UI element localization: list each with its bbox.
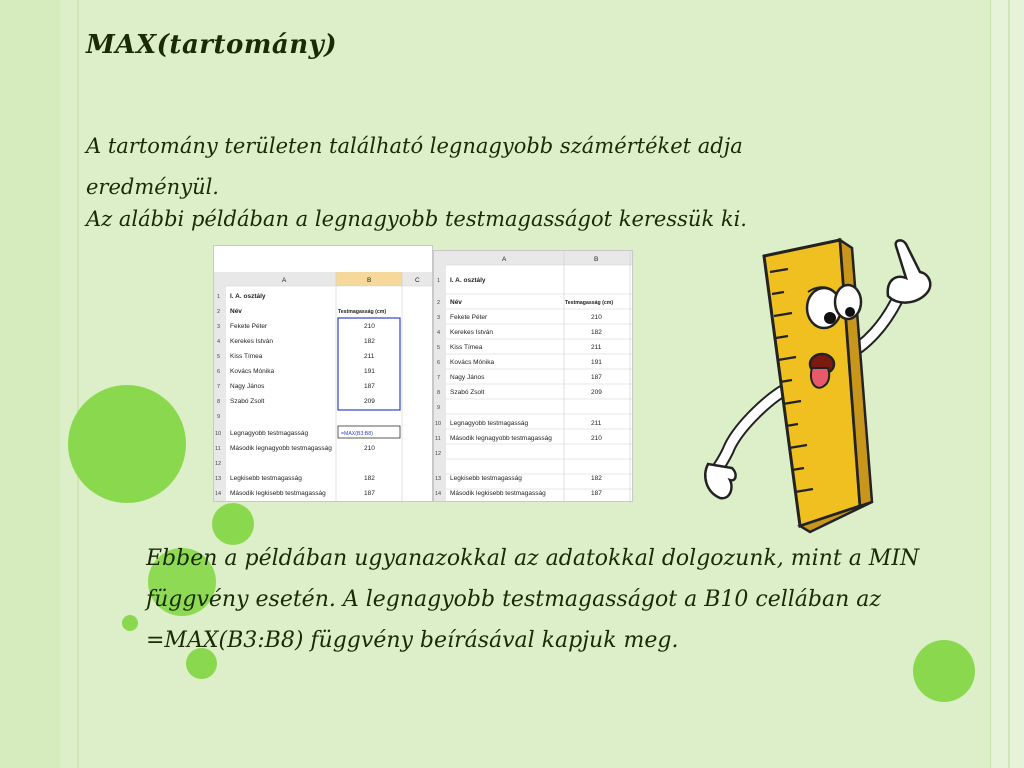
row14-label: Második legkisebb testmagasság — [230, 490, 326, 497]
header-height: Testmagasság (cm) — [338, 309, 387, 315]
row11-label: Második legnagyobb testmagasság — [230, 445, 332, 452]
right-height-cell: 187 — [591, 374, 602, 381]
right-header-height: Testmagasság (cm) — [565, 300, 614, 306]
left-row-num: 10 — [215, 431, 222, 437]
left-row-num: 1 — [217, 294, 221, 300]
right-height-cell: 210 — [591, 314, 602, 321]
right-row11-value: 210 — [591, 435, 602, 442]
right-row-num: 9 — [437, 405, 441, 411]
name-cell: Szabó Zsolt — [230, 398, 265, 405]
right-row-num: 10 — [435, 421, 442, 427]
left-col-header-a: A — [282, 277, 287, 284]
right-row10-value: 211 — [591, 420, 602, 427]
right-row11-label: Második legnagyobb testmagasság — [450, 435, 552, 442]
explanation-text: Ebben a példában ugyanazokkal az adatokkal dolgozunk, mint a MIN függvény esetén. A legnagyobb testmagasságot a B10 cellában az =MAX(B3:B8) függvény beírásával kapjuk meg. — [146, 546, 920, 653]
right-row-num: 3 — [437, 315, 441, 321]
right-name-cell: Nagy János — [450, 374, 485, 381]
name-cell: Kerekes István — [230, 338, 273, 345]
name-cell: Fekete Péter — [230, 323, 268, 330]
slide-title: MAX(tartomány) — [86, 30, 338, 60]
right-row-num: 4 — [437, 330, 441, 336]
right-row13-label: Legkisebb testmagasság — [450, 475, 522, 482]
height-cell: 182 — [364, 338, 375, 345]
row13-value: 182 — [364, 475, 375, 482]
description-line-2: Az alábbi példában a legnagyobb testmagasságot keressük ki. — [86, 207, 747, 231]
left-row-num: 14 — [215, 491, 222, 497]
right-header-name: Név — [450, 299, 462, 306]
right-row14-value: 187 — [591, 490, 602, 497]
right-row-num: 8 — [437, 390, 441, 396]
right-row-num: 12 — [435, 451, 442, 457]
left-row-num: 5 — [217, 354, 221, 360]
left-row-num: 4 — [217, 339, 221, 345]
spreadsheet-screenshot-left — [213, 245, 433, 502]
right-row-num: 2 — [437, 300, 441, 306]
left-row-num: 2 — [217, 309, 221, 315]
left-row-num: 7 — [217, 384, 221, 390]
spreadsheet-screenshot-right — [433, 250, 633, 502]
left-col-header-c: C — [415, 277, 420, 284]
right-row-num: 6 — [437, 360, 441, 366]
right-row-num: 5 — [437, 345, 441, 351]
row13-label: Legkisebb testmagasság — [230, 475, 302, 482]
row14-value: 187 — [364, 490, 375, 497]
height-cell: 211 — [364, 353, 375, 360]
name-cell: Nagy János — [230, 383, 265, 390]
right-row-num: 14 — [435, 491, 442, 497]
left-row-num: 6 — [217, 369, 221, 375]
right-name-cell: Kovács Mónika — [450, 359, 495, 366]
height-cell: 209 — [364, 398, 375, 405]
right-height-cell: 182 — [591, 329, 602, 336]
right-row10-label: Legnagyobb testmagasság — [450, 420, 529, 427]
name-cell: Kovács Mónika — [230, 368, 275, 375]
right-row-num: 1 — [437, 278, 441, 284]
right-height-cell: 211 — [591, 344, 602, 351]
left-col-header-b: B — [367, 277, 372, 284]
name-cell: Kiss Tímea — [230, 353, 263, 360]
left-row-num: 8 — [217, 399, 221, 405]
right-col-header-b: B — [594, 256, 599, 263]
header-name: Név — [230, 308, 242, 315]
right-row13-value: 182 — [591, 475, 602, 482]
left-row-num: 11 — [215, 446, 221, 452]
right-row-num: 7 — [437, 375, 441, 381]
left-row-num: 12 — [215, 461, 222, 467]
ruler-cartoon-icon — [700, 236, 940, 536]
right-height-cell: 209 — [591, 389, 602, 396]
decorative-circle-large — [68, 385, 186, 503]
right-class-label: I. A. osztály — [450, 277, 486, 284]
left-row-num: 9 — [217, 414, 221, 420]
left-row-num: 3 — [217, 324, 221, 330]
height-cell: 187 — [364, 383, 375, 390]
left-row-num: 13 — [215, 476, 222, 482]
description-line-1: A tartomány területen található legnagyobb számértéket adja eredményül. — [86, 134, 743, 199]
class-label: I. A. osztály — [230, 293, 266, 300]
right-col-header-a: A — [502, 256, 507, 263]
right-row14-label: Második legkisebb testmagasság — [450, 490, 546, 497]
right-name-cell: Kiss Tímea — [450, 344, 483, 351]
right-row-num: 13 — [435, 476, 442, 482]
right-name-cell: Fekete Péter — [450, 314, 488, 321]
right-name-cell: Szabó Zsolt — [450, 389, 485, 396]
row10-label: Legnagyobb testmagasság — [230, 430, 309, 437]
height-cell: 210 — [364, 323, 375, 330]
right-height-cell: 191 — [591, 359, 602, 366]
height-cell: 191 — [364, 368, 375, 375]
row10-formula: =MAX(B3:B8) — [341, 431, 373, 437]
row11-value: 210 — [364, 445, 375, 452]
right-name-cell: Kerekes István — [450, 329, 493, 336]
right-row-num: 11 — [435, 436, 441, 442]
decorative-circle-tiny — [122, 615, 138, 631]
